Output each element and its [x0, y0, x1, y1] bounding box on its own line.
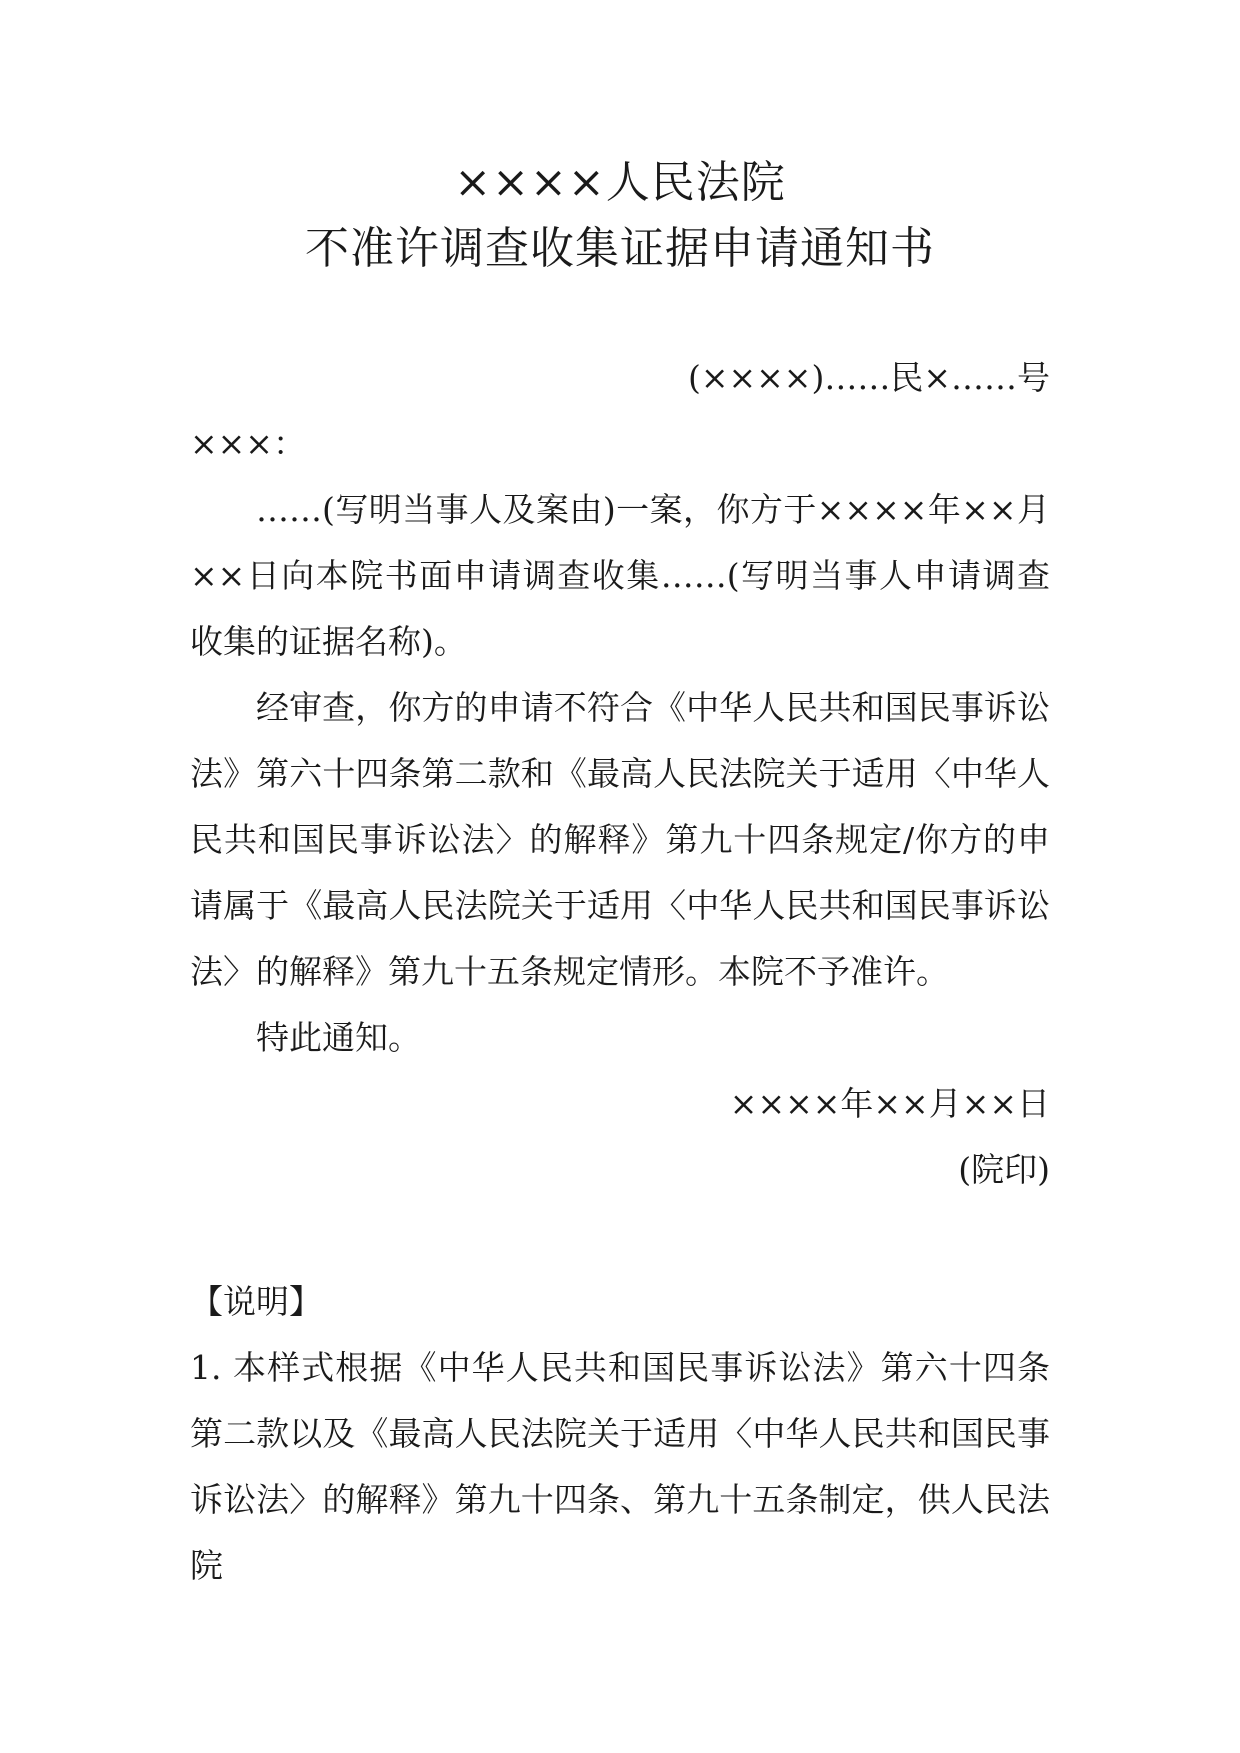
notes-title: 【说明】 — [190, 1282, 322, 1321]
court-name: ××××人民法院 — [454, 157, 786, 208]
paragraph-closing: 特此通知。 — [256, 1018, 421, 1057]
case-number: (××××)……民×……号 — [687, 358, 1050, 397]
note-item: 1. 本样式根据《中华人民共和国民事诉讼法》第六十四条第二款以及《最高人民法院关于适用〈中华人民共和国民事诉讼法〉的解释》第九十四条、第九十五条制定，供人民法院 — [190, 1348, 1050, 1585]
document-body — [190, 345, 1050, 1599]
title-block — [190, 150, 1050, 282]
paragraph-review: 经审查，你方的申请不符合《中华人民共和国民事诉讼法》第六十四条第二款和《最高人民法院关于适用〈中华人民共和国民事诉讼法〉的解释》第九十四条规定/你方的申请属于《最高人民法院关于适用〈中华人民共和国民事诉讼法〉的解释》第九十五条规定情形。本院不予准许。 — [190, 688, 1050, 991]
paragraph-application: ……(写明当事人及案由)一案，你方于××××年××月××日向本院书面申请调查收集……(写明当事人申请调查收集的证据名称)。 — [190, 490, 1050, 661]
document-title: 不准许调查收集证据申请通知书 — [305, 223, 935, 274]
addressee: ×××： — [190, 424, 306, 463]
court-seal-placeholder: (院印) — [958, 1150, 1050, 1189]
signature-date: ××××年××月××日 — [729, 1084, 1050, 1123]
